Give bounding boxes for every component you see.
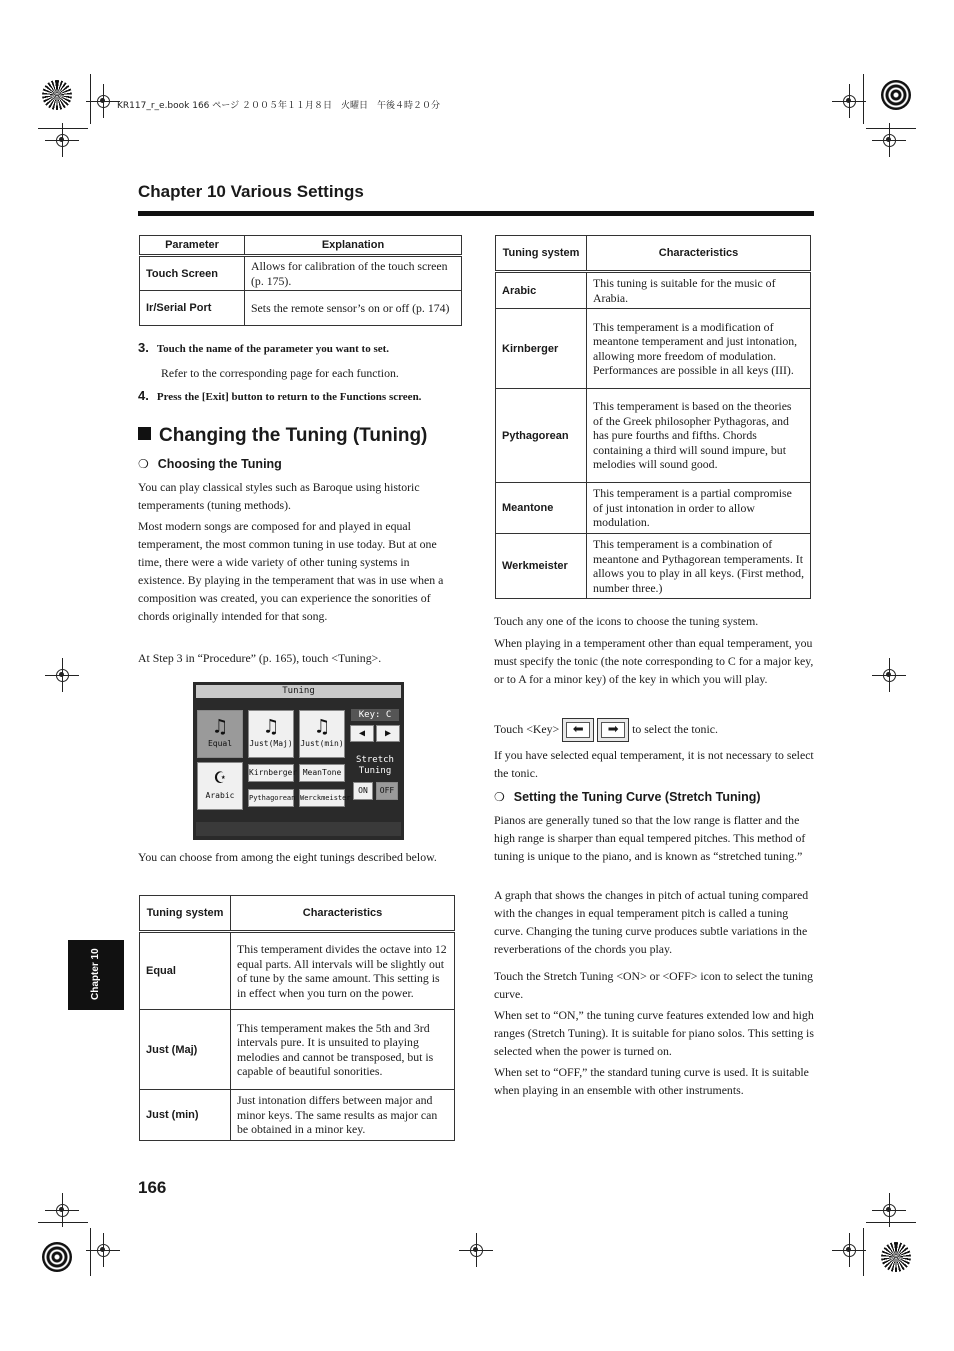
crop-line <box>90 1228 91 1276</box>
tuning-name: Kirnberger <box>496 309 587 389</box>
registration-disc-top-right <box>881 80 911 110</box>
tuning-name: Equal <box>140 932 231 1010</box>
arrow-right-icon: ➡ <box>601 722 625 738</box>
key-up-button[interactable]: ▶ <box>376 725 400 742</box>
crop-line <box>866 1222 916 1223</box>
werckmeister-icon[interactable]: Werckmeister <box>299 789 345 807</box>
param-name: Touch Screen <box>140 256 245 291</box>
pythagorean-icon[interactable]: Pythagorean <box>248 789 294 807</box>
paragraph: Pianos are generally tuned so that the low range is flatter and the high range is sharper than equal tempered pitches. This method of tuning is unique to the piano, and is known as “stretched tuning.” <box>494 813 806 863</box>
key-down-button[interactable]: ◀ <box>350 725 374 742</box>
crop-line <box>866 128 916 129</box>
tuning-desc: This temperament divides the octave into 12 equal parts. All intervals will be slightly out of tune by the same amount. This setting is in effect when you turn on the power. <box>231 932 455 1010</box>
step-text: Press the [Exit] button to return to the Functions screen. <box>156 391 422 403</box>
just-maj-icon[interactable]: ♫ Just(Maj) <box>248 710 294 758</box>
equal-icon[interactable]: ♫ Equal <box>197 710 243 758</box>
step-3 <box>138 340 389 355</box>
param-explanation: Sets the remote sensor’s on or off (p. 174) <box>245 291 462 326</box>
touch-key-line: Touch <Key> ⬅ ➡ to select the tonic. <box>494 716 814 742</box>
tuning-desc: This tuning is suitable for the music of Arabia. <box>587 272 811 309</box>
subsection-title: ❍ Setting the Tuning Curve (Stretch Tuning) <box>494 790 761 804</box>
piano-icon: ♫ <box>264 714 278 738</box>
paragraph: A graph that shows the changes in pitch of actual tuning compared with the changes in equal temperament pitch is called a tuning curve. Changing the tuning curve produces subtle variations in the reverberations of the chords you play. <box>494 888 809 956</box>
paragraph: Touch the Stretch Tuning <ON> or <OFF> icon to select the tuning curve. <box>494 969 814 1001</box>
column-header: Characteristics <box>231 896 455 932</box>
arabic-icon[interactable]: ☪ Arabic <box>197 762 243 810</box>
crop-line <box>38 128 88 129</box>
paragraph: If you have selected equal temperament, it is not necessary to select the tonic. <box>494 748 814 780</box>
circle-bullet-icon: ❍ <box>494 790 505 804</box>
tuning-name: Just (min) <box>140 1090 231 1141</box>
tuning-desc: This temperament is a partial compromise of just intonation in order to allow modulation. <box>587 483 811 534</box>
tuning-table-left <box>139 895 455 1141</box>
paragraph: You can choose from among the eight tunings described below. <box>138 850 437 864</box>
registration-disc-bottom-left <box>42 1242 72 1272</box>
param-explanation: Allows for calibration of the touch screen (p. 175). <box>245 256 462 291</box>
step-text: Touch the name of the parameter you want to set. <box>156 343 390 355</box>
meantone-icon[interactable]: MeanTone <box>299 764 345 782</box>
column-header: Explanation <box>245 236 462 256</box>
column-header: Tuning system <box>140 896 231 932</box>
subsection-title: ❍ Choosing the Tuning <box>138 457 282 471</box>
crop-line <box>863 74 864 124</box>
key-label: Key: C <box>351 709 399 721</box>
just-min-icon[interactable]: ♫ Just(min) <box>299 710 345 758</box>
arrow-left-icon: ⬅ <box>566 722 590 738</box>
step-note: Refer to the corresponding page for each function. <box>161 366 399 380</box>
tuning-desc: This temperament is a combination of meantone and Pythagorean temperaments. It allows you to play in all keys. (First method, number three.) <box>587 534 811 599</box>
tuning-name: Pythagorean <box>496 389 587 483</box>
stretch-label: Stretch Tuning <box>356 755 394 776</box>
crop-line <box>38 1222 88 1223</box>
column-header: Characteristics <box>587 236 811 272</box>
piano-icon: ♫ <box>315 714 329 738</box>
step-number: 3. <box>138 340 149 355</box>
kirnberger-icon[interactable]: Kirnberger <box>248 764 294 782</box>
tuning-desc: This temperament makes the 5th and 3rd intervals pure. It is unsuited to playing melodies and cannot be transposed, but is capable of beautiful sonorities. <box>231 1010 455 1090</box>
stretch-off-button[interactable]: OFF <box>376 782 398 800</box>
tuning-name: Werkmeister <box>496 534 587 599</box>
screen-title: Tuning <box>196 685 401 698</box>
tuning-name: Meantone <box>496 483 587 534</box>
square-bullet-icon <box>138 427 151 440</box>
chapter-side-tab: Chapter 10 <box>68 940 124 1010</box>
tuning-desc: This temperament is a modification of meantone temperament and just intonation, allowing more freedom of modulation. Performances are possible in all keys (III). <box>587 309 811 389</box>
chapter-title: Chapter 10 Various Settings <box>138 182 364 201</box>
section-title: Changing the Tuning (Tuning) <box>138 425 427 447</box>
screen-footer-bar <box>196 822 401 836</box>
paragraph: You can play classical styles such as Baroque using historic temperaments (tuning methods). <box>138 480 420 512</box>
registration-sunburst-top-left <box>42 80 72 110</box>
paragraph: Touch any one of the icons to choose the tuning system. <box>494 614 759 628</box>
crop-line <box>90 74 91 124</box>
parameter-table <box>139 235 462 326</box>
tuning-name: Arabic <box>496 272 587 309</box>
column-header: Parameter <box>140 236 245 256</box>
registration-sunburst-bottom-right <box>881 1242 911 1272</box>
piano-icon: ♫ <box>213 714 227 738</box>
paragraph: Most modern songs are composed for and played in equal temperament, the most common tuning in use today. But at one time, there were a wide variety of other tuning systems in existence. By playing in the temperament that was in use when a composition was created, you can experience the sonorities of chords originally intended for that song. <box>138 519 444 623</box>
tuning-name: Just (Maj) <box>140 1010 231 1090</box>
tuning-desc: This temperament is based on the theories of the Greek philosopher Pythagoras, and has pure fourths and fifths. Chords containing a third will sound impure, but melodies will sound good. <box>587 389 811 483</box>
param-name: Ir/Serial Port <box>140 291 245 326</box>
paragraph: When set to “ON,” the tuning curve features extended low and high ranges (Stretch Tuning). It is suitable for piano solos. This setting is selected when the power is turned on. <box>494 1008 814 1058</box>
tuning-screen <box>193 682 404 840</box>
circle-bullet-icon: ❍ <box>138 457 149 471</box>
mosque-icon: ☪ <box>214 767 226 788</box>
chapter-rule <box>138 211 814 216</box>
stretch-on-button[interactable]: ON <box>353 782 373 800</box>
key-right-button[interactable] <box>597 718 629 742</box>
paragraph: At Step 3 in “Procedure” (p. 165), touch <Tuning>. <box>138 651 382 665</box>
file-header: KR117_r_e.book 166 ページ ２００５年１１月８日 火曜日 午後４時２０分 <box>117 101 440 111</box>
step-4 <box>138 388 421 403</box>
page-number: 166 <box>138 1178 167 1197</box>
tuning-table-right <box>495 235 811 599</box>
column-header: Tuning system <box>496 236 587 272</box>
key-left-button[interactable] <box>562 718 594 742</box>
tuning-desc: Just intonation differs between major and minor keys. The same results as major can be obtained in a minor key. <box>231 1090 455 1141</box>
paragraph: When playing in a temperament other than equal temperament, you must specify the tonic (the note corresponding to C for a major key, or to A for a minor key) of the key in which you will play. <box>494 636 814 686</box>
paragraph: When set to “OFF,” the standard tuning curve is used. It is suitable when playing in an ensemble with other instruments. <box>494 1065 809 1097</box>
crop-line <box>863 1228 864 1276</box>
step-number: 4. <box>138 388 149 403</box>
